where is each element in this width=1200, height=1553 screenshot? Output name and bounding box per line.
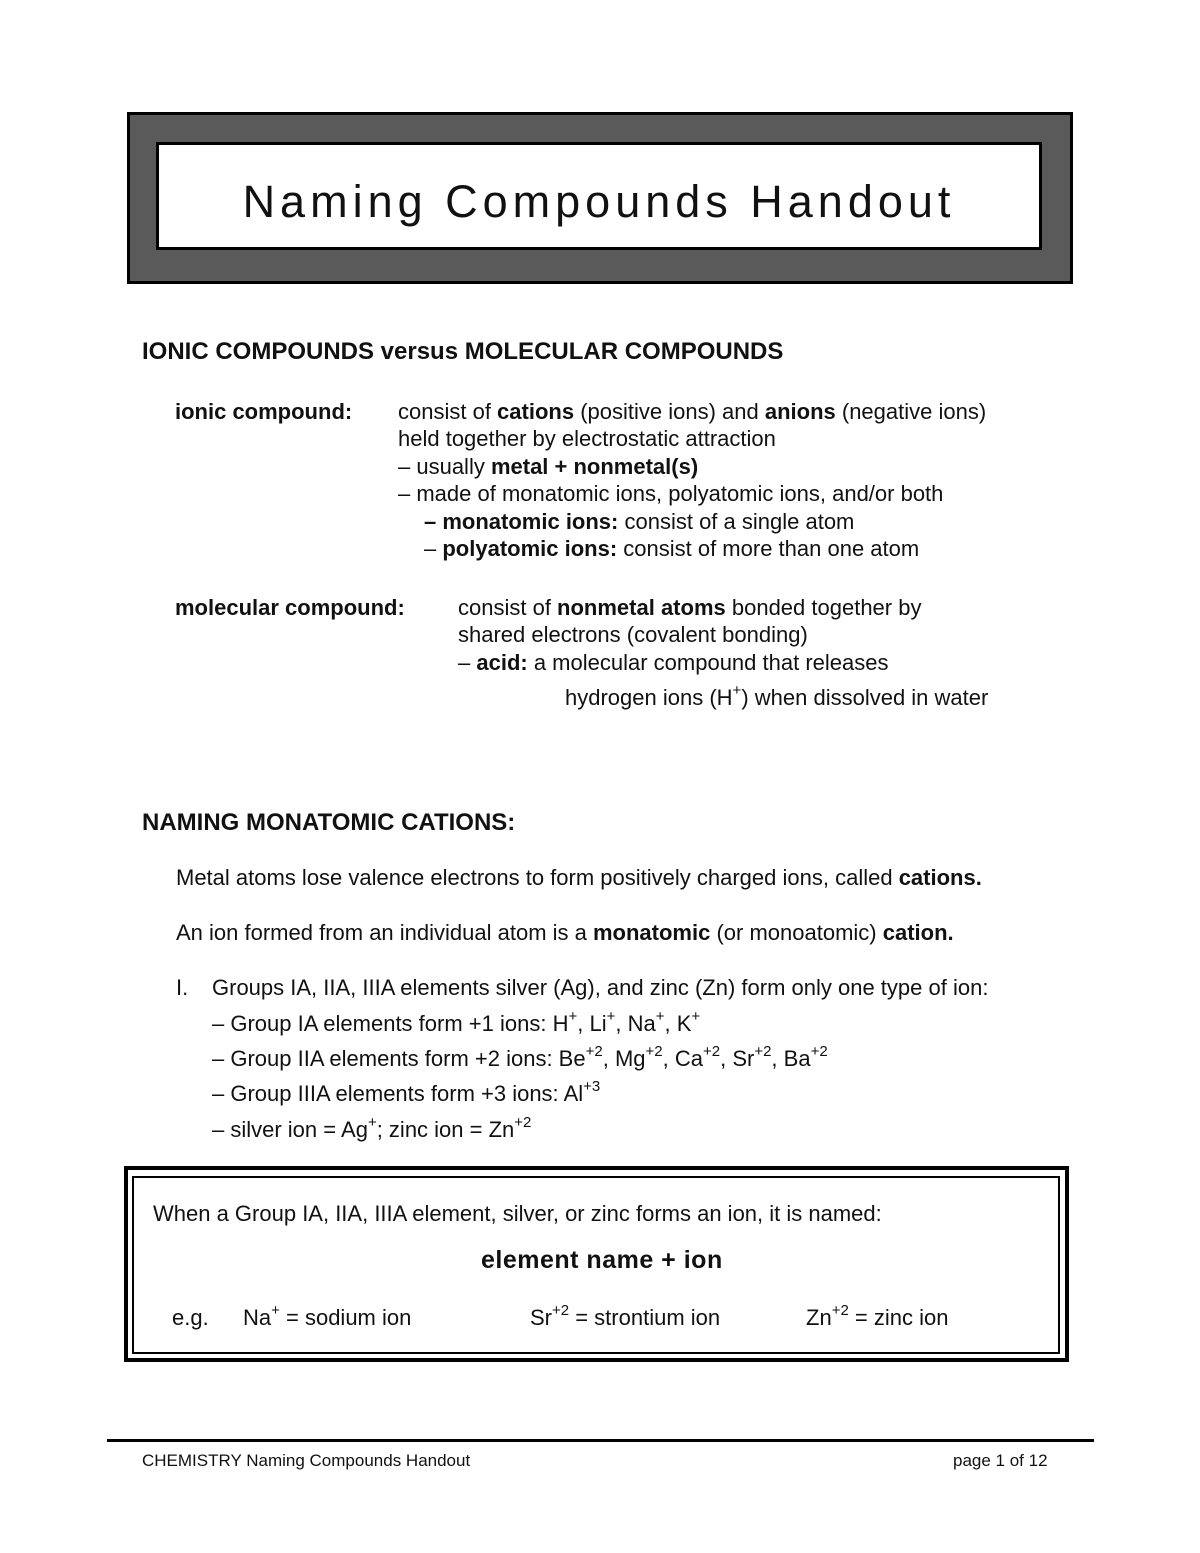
ion-separator: , — [577, 1011, 590, 1036]
title-frame — [127, 112, 1073, 284]
molecular-def-line-2: shared electrons (covalent bonding) — [458, 622, 808, 647]
cations-paragraph-2: An ion formed from an individual atom is a monatomic (or monoatomic) cation. — [176, 920, 954, 945]
section-heading-ionic-vs-molecular: IONIC COMPOUNDS versus MOLECULAR COMPOUNDS — [142, 338, 784, 365]
ion-separator: , — [664, 1011, 677, 1036]
ion-charge: + — [691, 1007, 701, 1025]
page-title: Naming Compounds Handout — [242, 176, 956, 227]
section-heading-naming-cations: NAMING MONATOMIC CATIONS: — [142, 809, 516, 836]
group-iia-line: – Group IIA elements form +2 ions: $Be^{+2}$, $Mg^{+2}$, $Ca^{+2}$, $Sr^{+2}$, $Ba^{+2}$ — [212, 1042, 828, 1071]
ion-separator: , — [662, 1046, 675, 1071]
ion-symbol: Mg — [614, 1046, 646, 1071]
ion-charge: +2 — [702, 1042, 721, 1060]
ion-symbol: Na — [627, 1011, 656, 1036]
rule-formula: element name + ion — [481, 1246, 723, 1274]
molecular-def-line-3: – acid: a molecular compound that releases — [458, 650, 889, 675]
ion-charge: +2 — [585, 1042, 603, 1060]
ion-charge: + — [655, 1007, 665, 1025]
cations-paragraph-1: Metal atoms lose valence electrons to form positively charged ions, called cations. — [176, 865, 982, 890]
ion-symbol: H — [552, 1011, 569, 1036]
ionic-def-line-1: consist of cations (positive ions) and anions (negative ions) — [398, 399, 987, 424]
group-iiia-ions — [563, 1077, 601, 1106]
example-strontium: $Sr^{+2}$ = strontium ion — [530, 1301, 721, 1330]
ion-charge: + — [606, 1007, 616, 1025]
ionic-def-line-3: – usually metal + nonmetal(s) — [398, 454, 699, 479]
molecular-compound-term: molecular compound: — [175, 595, 405, 620]
title-panel — [156, 142, 1042, 250]
ion-symbol: Al — [563, 1081, 584, 1106]
ion-symbol: Ba — [783, 1046, 811, 1071]
ion-separator: , — [720, 1046, 733, 1071]
ion-separator: , — [602, 1046, 615, 1071]
ion-charge: +2 — [754, 1042, 772, 1060]
ion-separator: , — [615, 1011, 628, 1036]
ionic-compound-term: ionic compound: — [175, 399, 353, 424]
list-item-text: Groups IA, IIA, IIIA elements silver (Ag), and zinc (Zn) form only one type of ion: — [212, 975, 989, 1000]
ion-charge: + — [568, 1007, 578, 1025]
rule-intro: When a Group IA, IIA, IIIA element, silver, or zinc forms an ion, it is named: — [153, 1201, 882, 1226]
ion-symbol: Ca — [674, 1046, 703, 1071]
list-number: I. — [176, 975, 189, 1000]
ionic-def-line-2: held together by electrostatic attraction — [398, 426, 776, 451]
page-number: page 1 of 12 — [953, 1451, 1048, 1470]
example-label: e.g. — [172, 1305, 209, 1330]
ionic-def-line-5: – monatomic ions: consist of a single atom — [424, 509, 855, 534]
ion-symbol: Be — [558, 1046, 586, 1071]
example-sodium: Na+ = sodium ion — [243, 1301, 412, 1330]
ion-symbol: Sr — [732, 1046, 755, 1071]
molecular-def-line-1: consist of nonmetal atoms bonded together by — [458, 595, 922, 620]
ionic-def-line-4: – made of monatomic ions, polyatomic ions, and/or both — [398, 481, 944, 506]
ion-charge: +2 — [645, 1042, 663, 1060]
group-ia-line: – Group IA elements form +1 ions: H+, Li+, Na+, K+ — [212, 1007, 701, 1036]
ion-separator: , — [771, 1046, 784, 1071]
footer-title: CHEMISTRY Naming Compounds Handout — [142, 1451, 471, 1470]
group-iiia-line: – Group IIIA elements form +3 ions: $Al^{+3}$ — [212, 1077, 601, 1106]
example-zinc: $Zn^{+2}$ = zinc ion — [806, 1301, 949, 1330]
molecular-def-line-4: hydrogen ions (H+) when dissolved in water — [565, 681, 989, 710]
ionic-def-line-6: – polyatomic ions: consist of more than one atom — [424, 536, 920, 561]
ion-symbol: Li — [589, 1011, 607, 1036]
ion-symbol: K — [676, 1011, 692, 1036]
ion-charge: +2 — [810, 1042, 828, 1060]
silver-zinc-line: – silver ion = Ag+; zinc ion = $Zn^{+2}$ — [212, 1113, 532, 1142]
footer-divider — [107, 1439, 1094, 1442]
group-iia-ions — [558, 1042, 828, 1071]
group-ia-ions — [552, 1007, 701, 1036]
ion-charge: +3 — [583, 1077, 601, 1095]
